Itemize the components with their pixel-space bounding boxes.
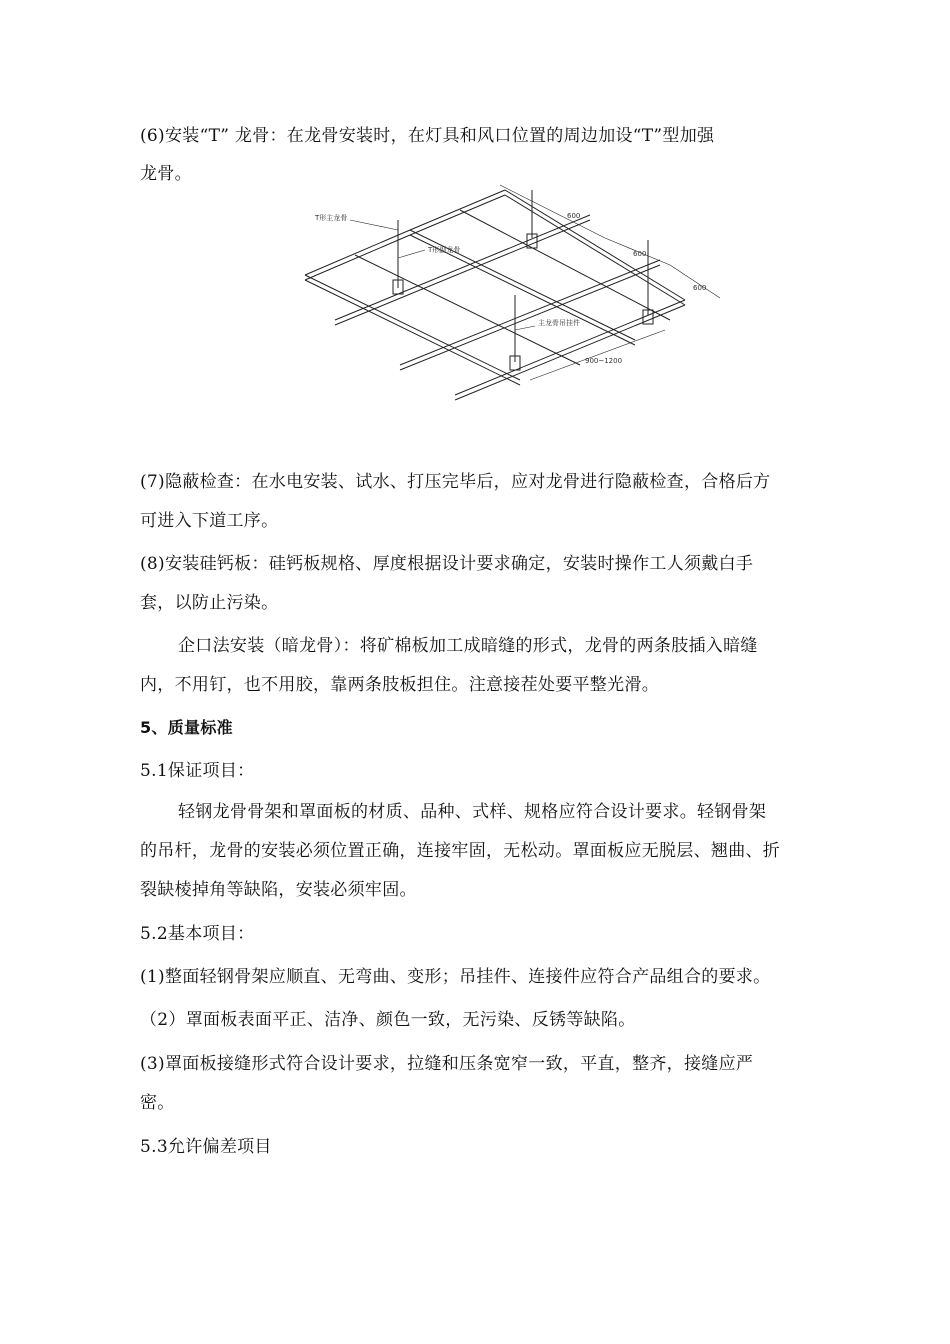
cross-keel-lines [305,190,685,385]
section-5-2-item-3-line-1: (3)罩面板接缝形式符合设计要求，拉缝和压条宽窄一致，平直，整齐，接缝应严 [140,1054,754,1074]
section-5-heading: 5、质量标准 [140,718,233,737]
dim-600-b: 600 [633,250,647,258]
section-5-2-item-2: （2）罩面板表面平正、洁净、颜色一致，无污染、反锈等缺陷。 [140,1010,636,1030]
hanger-brackets [393,234,653,370]
section-5-1-line-2: 的吊杆，龙骨的安装必须位置正确，连接牢固，无松动。罩面板应无脱层、翘曲、折 [140,841,781,861]
dim-600-c: 600 [693,284,707,292]
section-5-3-title: 5.3允许偏差项目 [140,1137,272,1157]
section-5-2-item-3-line-2: 密。 [140,1093,175,1113]
paragraph-8-line-1: (8)安装硅钙板：硅钙板规格、厚度根据设计要求确定，安装时操作工人须戴白手 [140,554,754,574]
section-5-1-line-3: 裂缺棱掉角等缺陷，安装必须牢固。 [140,880,417,900]
paragraph-6-line-2: 龙骨。 [140,164,192,184]
dim-span: 900~1200 [585,357,623,365]
label-main-keel: T形主龙骨 [315,214,348,222]
section-5-2-title: 5.2基本项目： [140,924,255,944]
paragraph-8-line-2: 套，以防止污染。 [140,593,279,613]
ceiling-keel-diagram [290,180,730,410]
paragraph-7-line-2: 可进入下道工序。 [140,511,279,531]
label-sub-keel: T形副龙骨 [428,246,461,254]
main-keel-lines [305,190,685,400]
label-hanger: 主龙骨吊挂件 [538,319,580,327]
dim-600-a: 600 [567,212,581,220]
dimension-lines [350,185,720,380]
section-5-2-item-1: (1)整面轻钢骨架应顺直、无弯曲、变形；吊挂件、连接件应符合产品组合的要求。 [140,967,771,987]
section-5-1-line-1: 轻钢龙骨骨架和罩面板的材质、品种、式样、规格应符合设计要求。轻钢骨架 [178,802,767,822]
paragraph-qikou-line-1: 企口法安装（暗龙骨）：将矿棉板加工成暗缝的形式，龙骨的两条肢插入暗缝 [178,636,758,656]
paragraph-7-line-1: (7)隐蔽检查：在水电安装、试水、打压完毕后，应对龙骨进行隐蔽检查，合格后方 [140,472,771,492]
section-5-1-title: 5.1保证项目： [140,761,255,781]
paragraph-qikou-line-2: 内，不用钉，也不用胶，靠两条肢板担住。注意接茬处要平整光滑。 [140,675,659,695]
paragraph-6-line-1: (6)安装“T” 龙骨：在龙骨安装时，在灯具和风口位置的周边加设“T”型加强 [140,126,715,146]
